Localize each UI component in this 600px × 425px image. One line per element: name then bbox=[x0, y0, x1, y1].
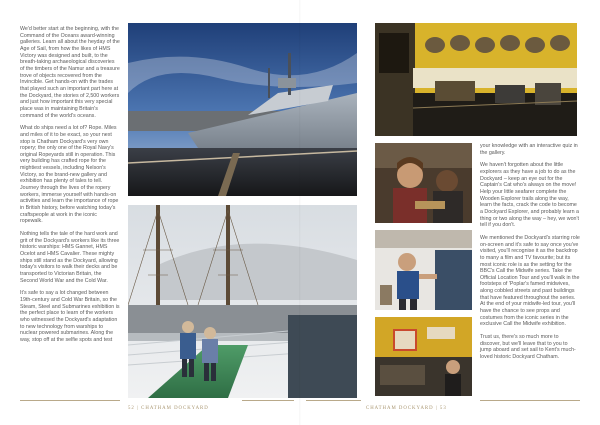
warship-photo bbox=[128, 23, 357, 196]
footer-rule-right-start bbox=[306, 400, 361, 401]
right-text-column bbox=[480, 143, 580, 367]
footer-rule-left-end bbox=[242, 400, 294, 401]
paragraph: Nothing tells the tale of the hard work and grit of the Dockyard's workers like its three historic warships: HMS Gannet, HMS Ocelot and HMS Cavalier. These mighty ships still stand as the Dockyard, allowing today's visitors to walk their decks and be transported to Victorian Britain, the Second World War and the Cold War. bbox=[20, 231, 120, 284]
footer-rule-right bbox=[480, 400, 580, 401]
child-exhibit-photo bbox=[375, 230, 472, 310]
paragraph: What do ships need a lot of? Rope. Miles and miles of it to be exact, so your next stop is Chatham Dockyard's very own ropery; the only one of the Royal Navy's original Ropeyards still in operation. This very building has crafted rope for the mightiest vessels, including Nelson's Victory, so the brand-new gallery and exhibition has plenty of tales to tell. Journey through the lives of the ropery workers, immerse yourself with hands-on activities and learn the importance of rope in British history, before watching today's craftspeople at work in the iconic ropewalk. bbox=[20, 125, 119, 225]
paragraph: your knowledge with an interactive quiz in the gallery. bbox=[480, 143, 578, 156]
rigging-children-photo bbox=[128, 205, 357, 398]
paragraph: It's safe to say a lot changed between 19th-century and Cold War Britain, so the Steam, Steel and Submarines exhibition is the perfect place to learn of the workers who witnessed the Dockyard's adaptation to new technology from warships to nuclear powered submarines. Along the way, stop off at the selfie spots and test bbox=[20, 290, 120, 343]
paragraph: We haven't forgotten about the little explorers as they have a job to do as the Dockyard – keep an eye out for the Captain's Cat who's always on the move! Help your little seafarer complete the Wooden Explorer trails along the way, learn the facts, crack the code to become a Dockyard Explorer, and probably learn a thing or two along the way – hey, we won't tell if you don't. bbox=[480, 162, 579, 229]
footer-rule-left bbox=[20, 400, 120, 401]
paragraph: We'd better start at the beginning, with the Command of the Oceans award-winning galleries. Learn all about the heyday of the Age of Sail, from how the likes of HMS Victory was designed and built, to the breath-taking archaeological discoveries of the timbers of the Namur and a treasure trove of objects recovered from the Invincible. Get hands-on with the trades that played such an important part here at the Dockyard, the stories of 2,500 workers and just how important this very special place was in maintaining Britain's command of the world's oceans. bbox=[20, 26, 120, 119]
ropery-gallery-photo bbox=[375, 23, 577, 136]
footer-page-label-left: 52 | CHATHAM DOCKYARD bbox=[128, 406, 209, 411]
footer-page-label-right: CHATHAM DOCKYARD | 53 bbox=[366, 406, 447, 411]
midwife-exhibit-photo bbox=[375, 317, 472, 396]
child-hands-on-photo bbox=[375, 143, 472, 223]
paragraph: We mentioned the Dockyard's starring role on-screen and it's safe to say once you've visited, you'll recognise it as the backdrop to many a film and TV favourite; but its most iconic role is as the setting for the BBC's Call the Midwife series. Take the Official Location Tour and you'll walk in the footsteps of 'Poplar's famed midwives, along cobbled streets and past buildings that have featured throughout the series. At the end of your midwife-led tour, you'll have the chance to see props and costumes from the iconic series in the exclusive Call the Midwife exhibition. bbox=[480, 234, 580, 328]
page-fold bbox=[299, 0, 301, 425]
paragraph: Trust us, there's so much more to discover, but we'll leave that to you to jump aboard and set sail to Kent's much-loved historic Dockyard Chatham. bbox=[480, 334, 576, 361]
left-text-column bbox=[20, 26, 120, 350]
